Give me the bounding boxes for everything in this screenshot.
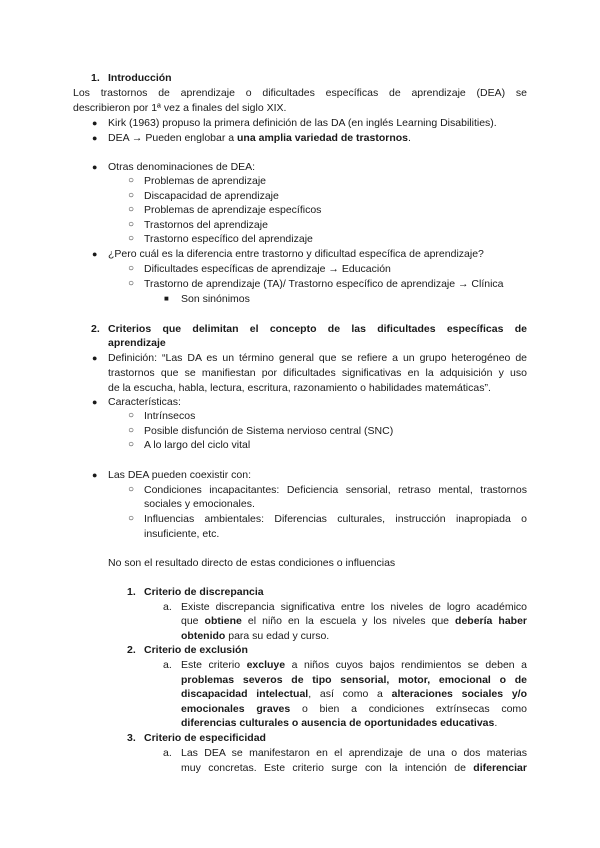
circle-bullet-icon: ○	[128, 175, 135, 186]
section-2-title: Criterios que delimitan el concepto de las dificultades específicas de	[108, 323, 527, 335]
intro-line-2: describieron por 1ª vez a finales del siglo XIX.	[73, 102, 287, 114]
circle-bullet-icon: ○	[128, 233, 135, 244]
circle-bullet-icon: ○	[128, 484, 135, 495]
bullet-icon: ●	[92, 162, 98, 172]
circle-bullet-icon: ○	[128, 410, 135, 421]
bullet-icon: ●	[92, 118, 98, 128]
criterio-1-title: Criterio de discrepancia	[144, 586, 264, 598]
bullet-icon: ●	[92, 470, 98, 480]
condiciones-line-2: sociales y emocionales.	[144, 498, 255, 510]
criterio-2-line-2: problemas severos de tipo sensorial, motor, emocional o de	[181, 674, 527, 686]
otras-item: Otras denominaciones de DEA:	[108, 161, 256, 173]
dea-item: DEA → Pueden englobar a una amplia variedad de trastornos.	[108, 132, 411, 144]
criterio-2-line-5: diferencias culturales o ausencia de oportunidades educativas.	[181, 717, 498, 729]
list-item: Son sinónimos	[181, 293, 250, 305]
definition-line-3: de la escucha, habla, lectura, escritura, razonamiento o habilidades matemáticas”.	[108, 382, 491, 394]
no-son-text: No son el resultado directo de estas condiciones o influencias	[108, 557, 396, 569]
criterio-2-line-1: Este criterio excluye a niños cuyos bajos rendimientos se deben a	[181, 659, 527, 671]
criterio-2-number: 2.	[127, 644, 136, 656]
definition-line-2: trastornos que se manifiestan por dificultades significativas en la adquisición y uso	[108, 367, 527, 379]
intro-line-1: Los trastornos de aprendizaje o dificultades específicas de aprendizaje (DEA) se	[73, 87, 527, 99]
bullet-icon: ●	[92, 397, 98, 407]
criterio-3-line-1: Las DEA se manifestaron en el aprendizaje de una o dos materias	[181, 747, 527, 759]
circle-bullet-icon: ○	[128, 204, 135, 215]
circle-bullet-icon: ○	[128, 263, 135, 274]
criterio-1-number: 1.	[127, 586, 136, 598]
list-item: Problemas de aprendizaje específicos	[144, 204, 322, 216]
criterio-3-number: 3.	[127, 732, 136, 744]
list-item: Problemas de aprendizaje	[144, 175, 266, 187]
circle-bullet-icon: ○	[128, 425, 135, 436]
section-2-title-cont: aprendizaje	[108, 337, 166, 349]
criterio-3-title: Criterio de especificidad	[144, 732, 266, 744]
kirk-item: Kirk (1963) propuso la primera definición de las DA (en inglés Learning Disabilities).	[108, 117, 497, 129]
list-item: Trastorno específico del aprendizaje	[144, 233, 313, 245]
criterio-1-line-3: obtenido para su edad y curso.	[181, 630, 330, 642]
section-2-number: 2.	[91, 323, 100, 335]
circle-bullet-icon: ○	[128, 190, 135, 201]
caracteristicas-item: Características:	[108, 396, 181, 408]
criterio-1-line-2: que obtiene el niño en la escuela y los niveles que debería haber	[181, 615, 527, 627]
definition-line-1: Definición: “Las DA es un término general que se refiere a un grupo heterogéneo de	[108, 352, 527, 364]
criterio-2-letter: a.	[163, 659, 172, 671]
criterio-2-line-4: emocionales graves o bien a condiciones extrínsecas como	[181, 703, 527, 715]
pero-item: ¿Pero cuál es la diferencia entre trastorno y dificultad específica de aprendizaje?	[108, 248, 484, 260]
section-1-number: 1.	[91, 72, 100, 84]
criterio-1-letter: a.	[163, 601, 172, 613]
criterio-1-line-1: Existe discrepancia significativa entre los niveles de logro académico	[181, 601, 527, 613]
list-item: Trastorno de aprendizaje (TA)/ Trastorno específico de aprendizaje → Clínica	[144, 278, 504, 290]
criterio-3-line-2: muy concretas. Este criterio surge con la intención de diferenciar	[181, 762, 527, 774]
coexist-item: Las DEA pueden coexistir con:	[108, 469, 252, 481]
list-item: Intrínsecos	[144, 410, 196, 422]
influencias-line-2: insuficiente, etc.	[144, 528, 220, 540]
list-item: Posible disfunción de Sistema nervioso central (SNC)	[144, 425, 394, 437]
criterio-3-letter: a.	[163, 747, 172, 759]
condiciones-line-1: Condiciones incapacitantes: Deficiencia sensorial, retraso mental, trastornos	[144, 484, 527, 496]
square-bullet-icon: ■	[164, 294, 169, 303]
circle-bullet-icon: ○	[128, 439, 135, 450]
influencias-line-1: Influencias ambientales: Diferencias culturales, instrucción inapropiada o	[144, 513, 527, 525]
section-1-title: Introducción	[108, 72, 172, 84]
circle-bullet-icon: ○	[128, 513, 135, 524]
bullet-icon: ●	[92, 133, 98, 143]
list-item: Trastornos del aprendizaje	[144, 219, 268, 231]
bullet-icon: ●	[92, 249, 98, 259]
criterio-2-title: Criterio de exclusión	[144, 644, 248, 656]
bullet-icon: ●	[92, 353, 98, 363]
criterio-2-line-3: discapacidad intelectual, así como a alteraciones sociales y/o	[181, 688, 527, 700]
list-item: Discapacidad de aprendizaje	[144, 190, 279, 202]
list-item: A lo largo del ciclo vital	[144, 439, 251, 451]
circle-bullet-icon: ○	[128, 278, 135, 289]
circle-bullet-icon: ○	[128, 219, 135, 230]
list-item: Dificultades específicas de aprendizaje → Educación	[144, 263, 391, 275]
